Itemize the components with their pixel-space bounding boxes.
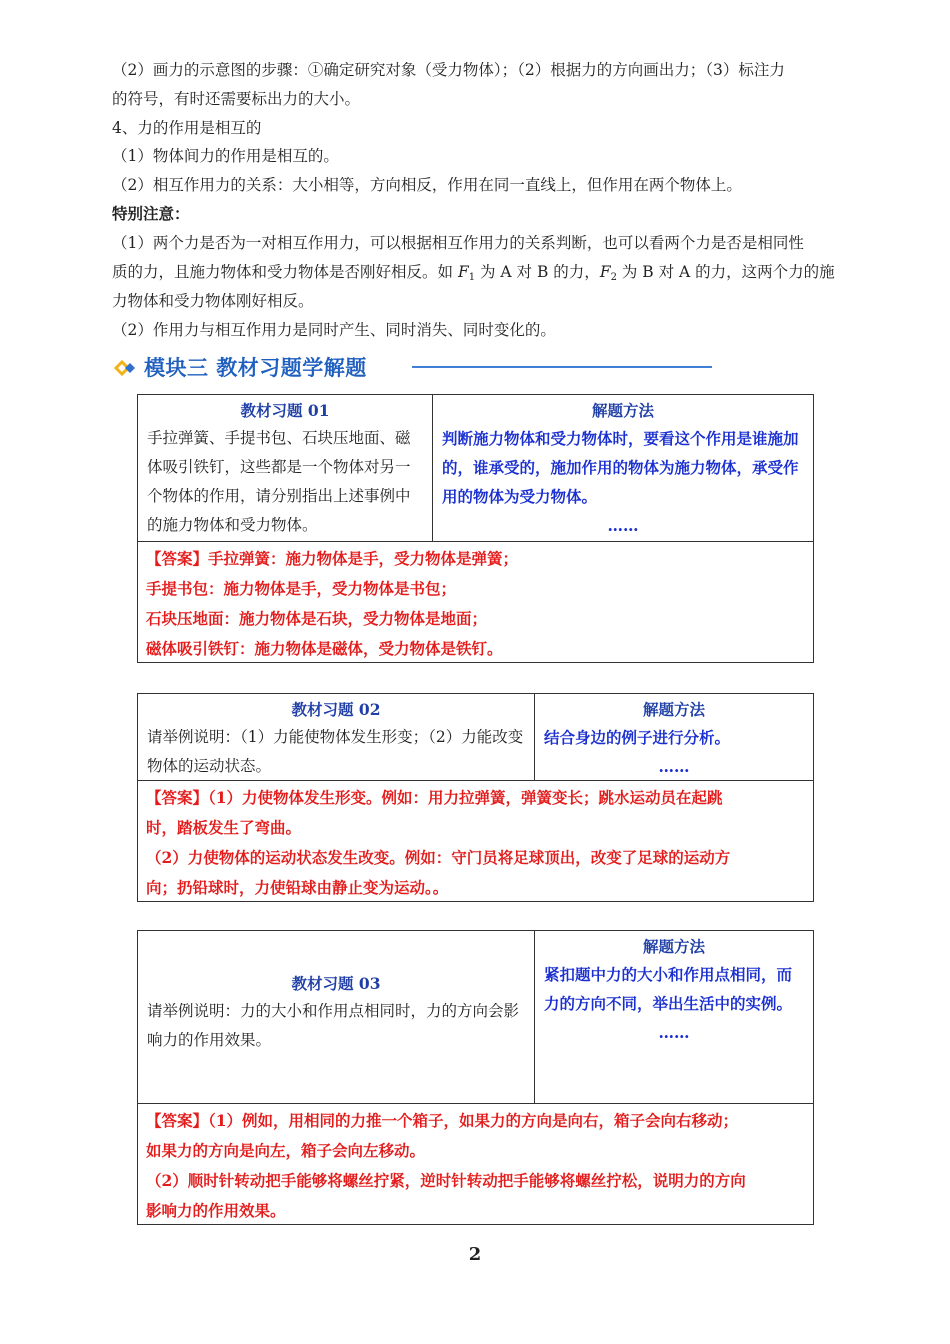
method-title: 解题方法 (591, 401, 654, 420)
answer-cell (138, 542, 814, 663)
exercise-title: 教材习题 01 (240, 401, 330, 420)
exercise-question: 请举例说明：（1）力能使物体发生形变；（2）力能改变物体的运动状态。 (147, 728, 524, 775)
f2-symbol: F (599, 263, 611, 281)
answer-line: 石块压地面：施力物体是石块，受力物体是地面； (146, 609, 488, 628)
double-diamond-icon (114, 358, 138, 378)
answer-cell (138, 1104, 814, 1225)
answer-line: 如果力的方向是向左，箱子会向左移动。 (146, 1141, 426, 1160)
method-cell (535, 694, 814, 781)
method-text: 结合身边的例子进行分析。 (544, 728, 731, 747)
method-ellipsis: …… (658, 757, 690, 776)
note1-text-b: 为 A 对 B 的力， (475, 263, 600, 281)
exercise-table-03 (137, 930, 814, 1225)
answer-line: 影响力的作用效果。 (146, 1201, 286, 1220)
module-title: 模块三 教材习题学解题 (144, 356, 367, 380)
exercise-table-01 (137, 394, 814, 663)
answer-line: （2）力使物体的运动状态发生改变。例如：守门员将足球顶出，改变了足球的运动方 (146, 848, 731, 867)
method-cell (433, 395, 814, 542)
page-number: 2 (468, 1244, 482, 1265)
answer-line: 向；扔铅球时，力使铅球由静止变为运动。。 (146, 878, 449, 897)
method-title: 解题方法 (642, 700, 705, 719)
exercise-title: 教材习题 02 (291, 700, 381, 719)
module-divider (412, 366, 712, 368)
exercise-question: 手拉弹簧、手提书包、石块压地面、磁体吸引铁钉，这些都是一个物体对另一个物体的作用，请分别指出上述事例中的施力物体和受力物体。 (147, 429, 411, 534)
answer-line: 【答案】手拉弹簧：施力物体是手，受力物体是弹簧； (146, 549, 519, 568)
answer-line: 手提书包：施力物体是手，受力物体是书包； (146, 579, 457, 598)
answer-cell (138, 781, 814, 902)
answer-line: 磁体吸引铁钉：施力物体是磁体，受力物体是铁钉。 (146, 639, 503, 658)
f2-subscript: 2 (610, 272, 617, 283)
note-heading: 特别注意： (112, 204, 190, 223)
answer-line: 时，踏板发生了弯曲。 (146, 818, 302, 837)
method-ellipsis: …… (658, 1023, 690, 1042)
answer-line: 【答案】（1）例如，用相同的力推一个箱子，如果力的方向是向右，箱子会向右移动； (146, 1111, 739, 1130)
answer-line: （2）顺时针转动把手能够将螺丝拧紧，逆时针转动把手能够将螺丝拧松，说明力的方向 (146, 1171, 746, 1190)
method-cell (535, 931, 814, 1104)
note1-line-2 (112, 262, 835, 288)
mutual-item-2: （2）相互作用力的关系：大小相等，方向相反，作用在同一直线上，但作用在两个物体上。 (112, 176, 742, 194)
answer-line: 【答案】（1）力使物体发生形变。例如：用力拉弹簧，弹簧变长；跳水运动员在起跳 (146, 788, 723, 807)
step-line-1: （2）画力的示意图的步骤：①确定研究对象（受力物体）；（2）根据力的方向画出力；（3）标注力 (112, 61, 785, 79)
note1-line-3: 力物体和受力物体刚好相反。 (112, 292, 314, 310)
method-text: 判断施力物体和受力物体时，要看这个作用是谁施加的，谁承受的，施加作用的物体为施力物体，承受作用的物体为受力物体。 (442, 429, 799, 506)
method-text: 紧扣题中力的大小和作用点相同，而力的方向不同，举出生活中的实例。 (544, 965, 793, 1013)
exercise-question-cell (138, 694, 535, 781)
exercise-table-02 (137, 693, 814, 902)
note2-line: （2）作用力与相互作用力是同时产生、同时消失、同时变化的。 (112, 321, 556, 339)
module-header (114, 353, 724, 383)
section-heading-4: 4、力的作用是相互的 (112, 119, 262, 137)
f1-subscript: 1 (468, 272, 476, 283)
note1-text-a: 质的力，且施力物体和受力物体是否刚好相反。如 (112, 263, 458, 281)
note1-text-c: 为 B 对 A 的力，这两个力的施 (616, 263, 835, 281)
note1-line-1: （1）两个力是否为一对相互作用力，可以根据相互作用力的关系判断，也可以看两个力是否是相同性 (112, 234, 804, 252)
mutual-item-1: （1）物体间力的作用是相互的。 (112, 147, 339, 165)
exercise-question-cell (138, 395, 433, 542)
exercise-question: 请举例说明：力的大小和作用点相同时，力的方向会影响力的作用效果。 (147, 1002, 520, 1049)
exercise-question-cell (138, 931, 535, 1104)
method-ellipsis: …… (607, 516, 639, 535)
step-line-2: 的符号，有时还需要标出力的大小。 (112, 90, 361, 108)
method-title: 解题方法 (642, 937, 705, 956)
exercise-title: 教材习题 03 (291, 974, 381, 993)
f1-symbol: F (457, 263, 469, 281)
